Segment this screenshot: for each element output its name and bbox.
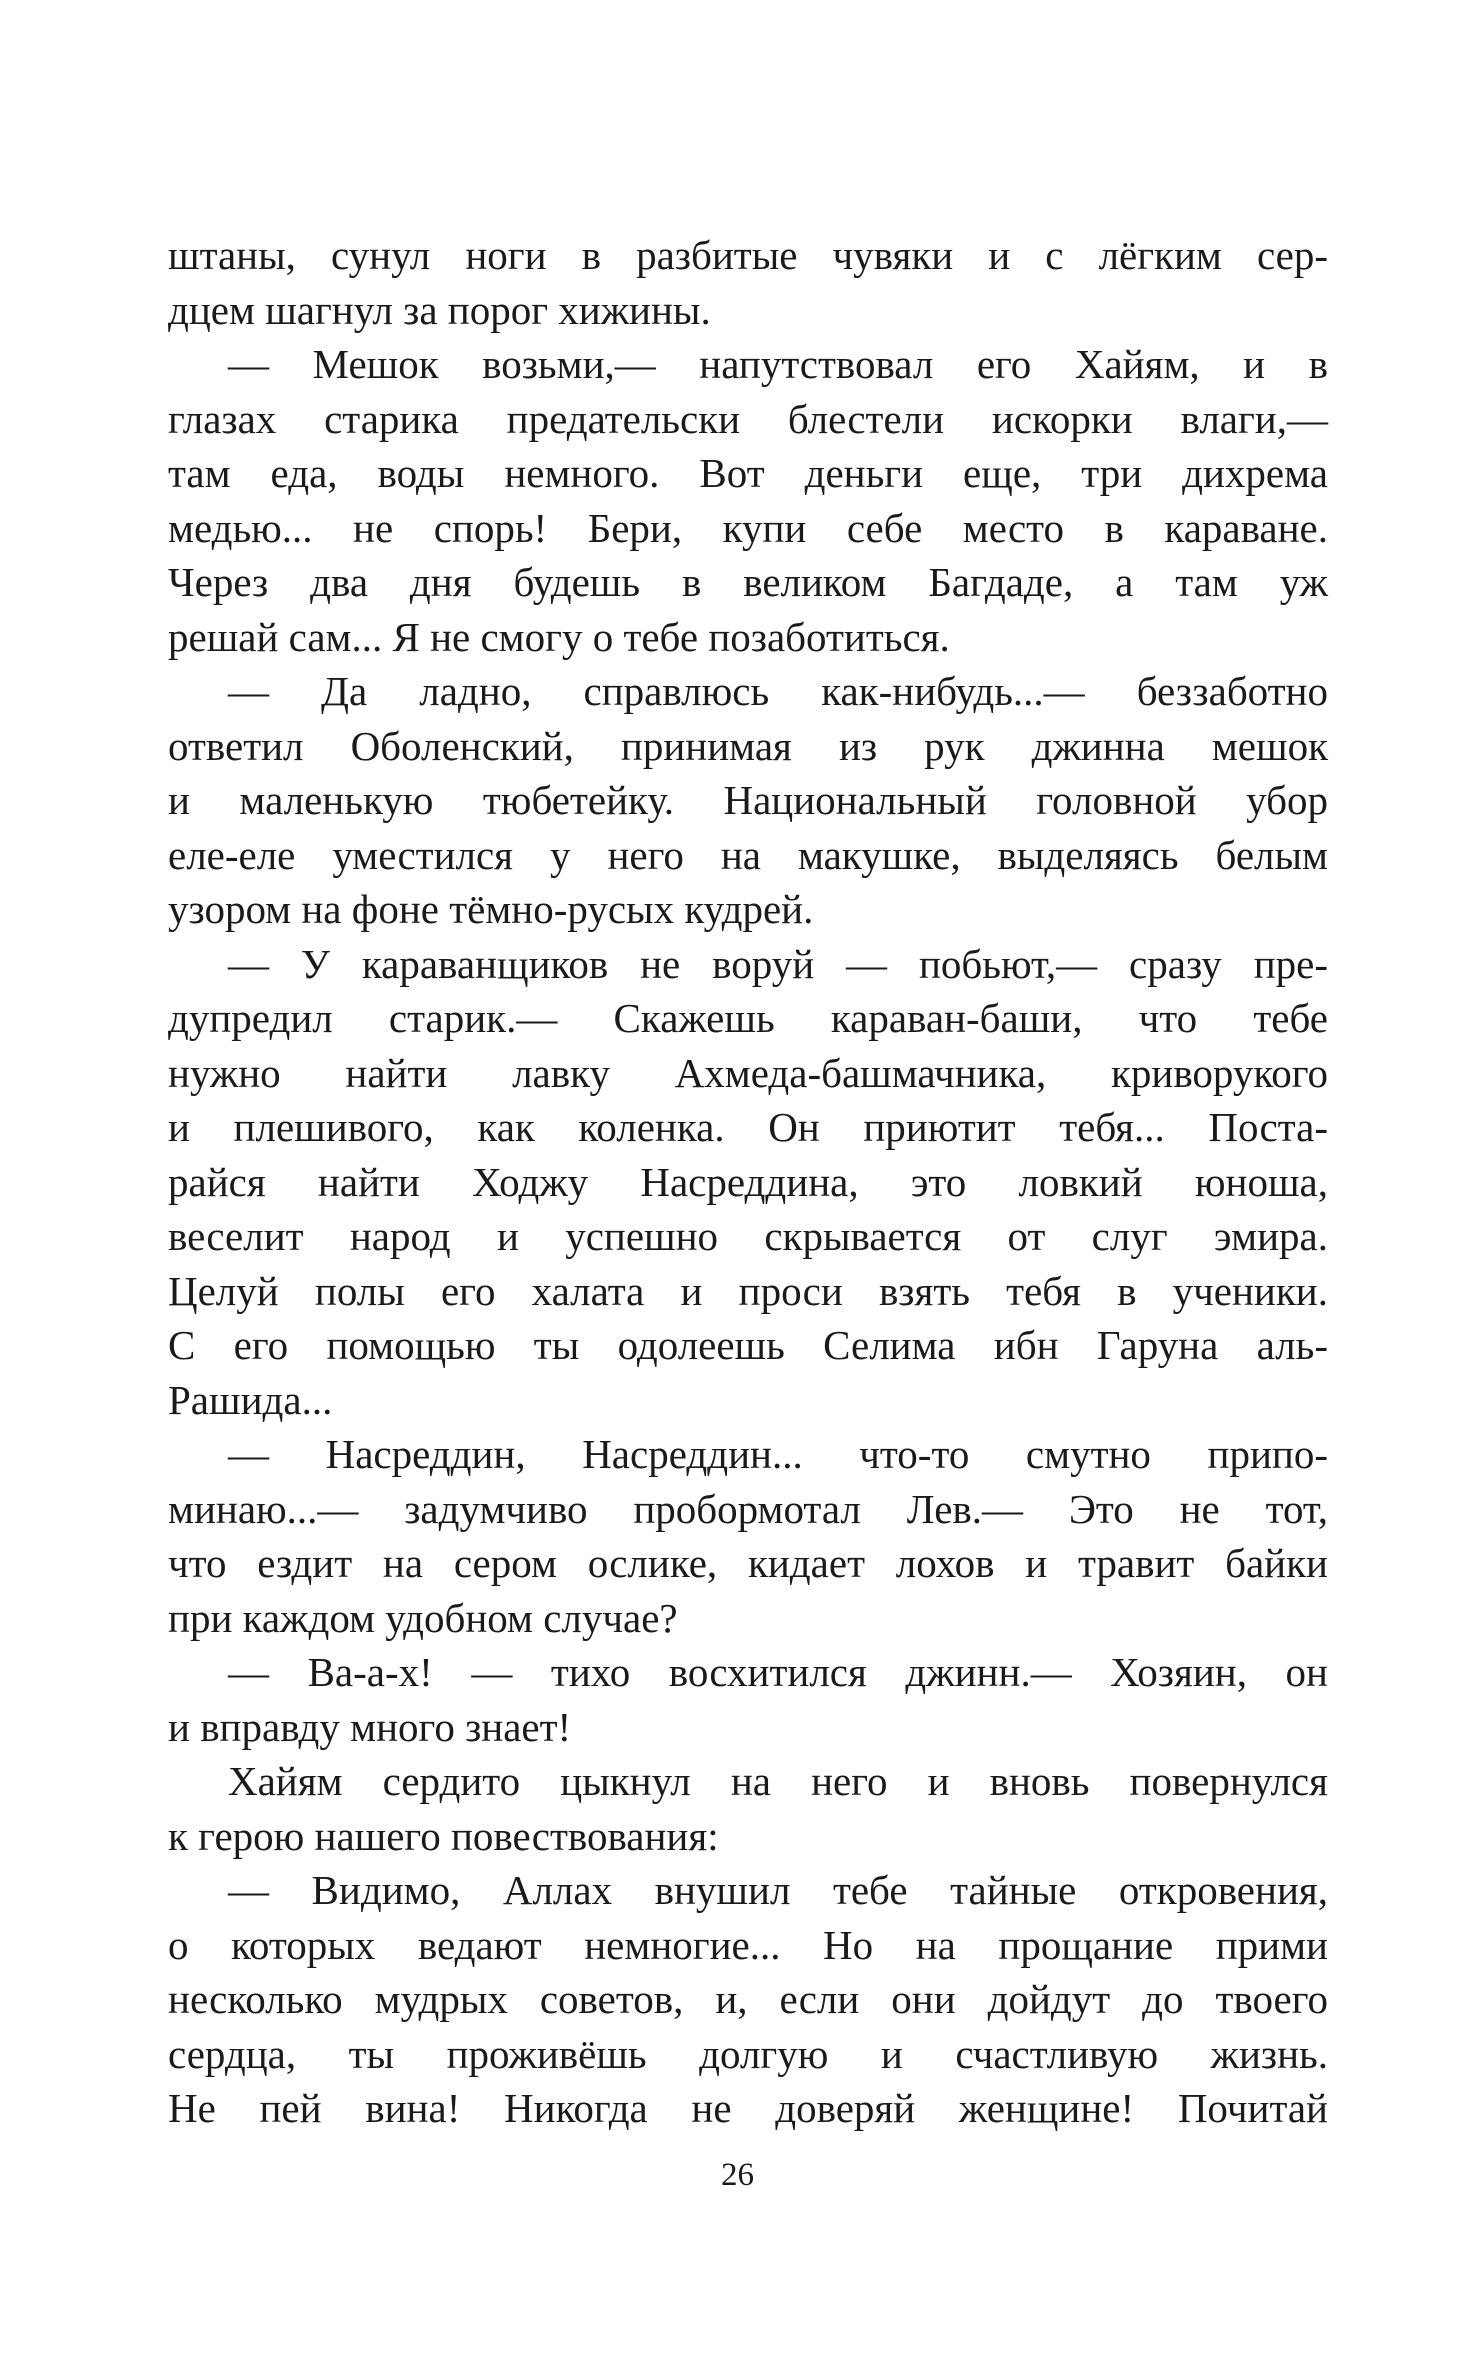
text-line: — Мешок возьми,— напутствовал его Хайям, и в: [228, 341, 1328, 387]
text-line: штаны, сунул ноги в разбитые чувяки и с лёгким сер-: [168, 232, 1328, 278]
text-line: сердца, ты проживёшь долгую и счастливую жизнь.: [168, 2030, 1328, 2077]
body-text: [168, 228, 1328, 2136]
text-line: дцем шагнул за порог хижины.: [168, 286, 711, 333]
text-line: глазах старика предательски блестели искорки влаги,—: [168, 395, 1328, 442]
text-line: решай сам... Я не смогу о тебе позаботиться.: [168, 613, 950, 660]
text-line: что ездит на сером ослике, кидает лохов и травит байки: [168, 1540, 1328, 1586]
text-line: и плешивого, как коленка. Он приютит тебя... Поста-: [168, 1104, 1328, 1150]
text-line: медью... не спорь! Бери, купи себе место в караване.: [168, 504, 1328, 551]
text-line: С его помощью ты одолеешь Селима ибн Гаруна аль-: [168, 1322, 1328, 1368]
text-line: — У караванщиков не воруй — побьют,— сразу пре-: [228, 940, 1328, 987]
text-line: ответил Оболенский, принимая из рук джинна мешок: [168, 722, 1328, 769]
text-line: — Насреддин, Насреддин... что-то смутно припо-: [228, 1431, 1328, 1477]
text-line: и вправду много знает!: [168, 1703, 572, 1750]
text-line: к герою нашего повествования:: [168, 1812, 719, 1859]
page-number: 26: [721, 2157, 754, 2193]
text-line: Через два дня будешь в великом Багдаде, а там уж: [168, 559, 1328, 605]
text-line: — Видимо, Аллах внушил тебе тайные откровения,: [228, 1867, 1328, 1913]
text-line: дупредил старик.— Скажешь караван-баши, что тебе: [168, 995, 1328, 1041]
text-line: Целуй полы его халата и проси взять тебя в ученики.: [168, 1267, 1328, 1314]
text-line: при каждом удобном случае?: [168, 1594, 678, 1641]
text-line: там еда, воды немного. Вот деньги еще, три дихрема: [168, 450, 1328, 496]
text-line: еле-еле уместился у него на макушке, выделяясь белым: [168, 831, 1328, 878]
text-line: райся найти Ходжу Насреддина, это ловкий юноша,: [168, 1158, 1328, 1205]
text-line: Рашида...: [168, 1376, 333, 1423]
text-line: — Да ладно, справлюсь как-нибудь...— беззаботно: [228, 668, 1328, 714]
text-line: нужно найти лавку Ахмеда-башмачника, криворукого: [168, 1049, 1328, 1096]
text-line: о которых ведают немногие... Но на прощание прими: [168, 1921, 1328, 1968]
text-line: несколько мудрых советов, и, если они дойдут до твоего: [168, 1976, 1328, 2022]
text-line: — Ва-а-х! — тихо восхитился джинн.— Хозяин, он: [228, 1649, 1328, 1695]
text-line: и маленькую тюбетейку. Национальный головной убор: [168, 777, 1328, 823]
text-line: узором на фоне тёмно-русых кудрей.: [168, 886, 814, 932]
text-line: Не пей вина! Никогда не доверяй женщине! Почитай: [168, 2085, 1328, 2131]
text-line: минаю...— задумчиво пробормотал Лев.— Это не тот,: [168, 1485, 1328, 1532]
text-line: Хайям сердито цыкнул на него и вновь повернулся: [228, 1758, 1328, 1804]
text-line: веселит народ и успешно скрывается от слуг эмира.: [168, 1213, 1328, 1259]
